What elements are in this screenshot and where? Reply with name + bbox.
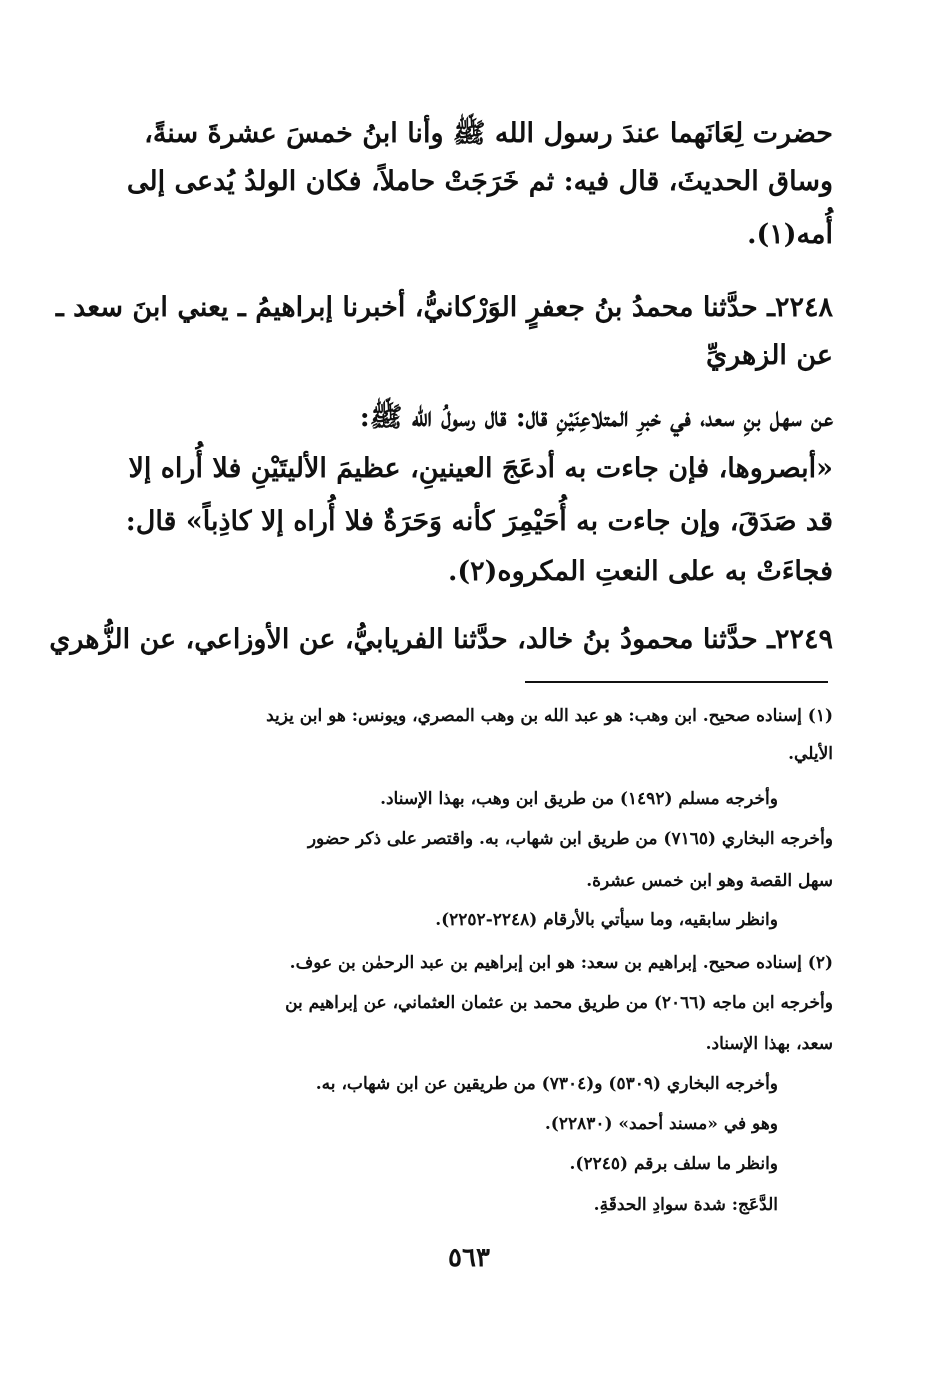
body-line: حضرت لِعَانَهما عندَ رسول الله ﷺ وأنا ابنُ خمسَ عشرةَ سنةً، [144,118,833,149]
body-line: فجاءَتْ به على النعتِ المكروه(٢). [447,556,833,587]
page-number: ٥٦٣ [448,1243,490,1273]
footnote-line: سعد، بهذا الإسناد. [705,1034,833,1054]
hadith-heading-2248-cont: عن الزهريِّ [706,340,833,371]
footnote-line: وانظر ما سلف برقم (٢٢٤٥). [569,1154,778,1174]
footnote-line: الدَّعَج: شدة سوادِ الحدقَةِ. [593,1195,778,1215]
footnote-line: سهل القصة وهو ابن خمس عشرة. [586,871,833,891]
footnote-line: وأخرجه ابن ماجه (٢٠٦٦) من طريق محمد بن عثمان العثماني، عن إبراهيم بن [285,993,833,1013]
body-line: وساق الحديثَ، قال فيه: ثم خَرَجَتْ حاملاً، فكان الولدُ يُدعى إلى [126,166,833,197]
body-line: أُمه(١). [747,219,833,250]
footnote-divider [525,681,828,683]
footnote-line: (٢) إسناده صحيح. إبراهيم بن سعد: هو ابن إبراهيم بن عبد الرحمٰن بن عوف. [289,953,833,973]
hadith-heading-2248: ٢٢٤٨ـ حدَّثنا محمدُ بنُ جعفرٍ الوَرْكانيُّ، أخبرنا إبراهيمُ ـ يعني ابنَ سعد ـ [55,292,833,323]
hadith-heading-2249: ٢٢٤٩ـ حدَّثنا محمودُ بنُ خالد، حدَّثنا الفريابيُّ، عن الأوزاعي، عن الزُّهري [49,624,833,655]
footnote-line: الأيلي. [788,744,833,764]
body-line: «أبصروها، فإن جاءت به أدعَجَ العينينِ، عظيمَ الأليتَيْنِ فلا أُراه إلا [128,453,833,484]
footnote-line: (١) إسناده صحيح. ابن وهب: هو عبد الله بن وهب المصري، ويونس: هو ابن يزيد [266,706,833,726]
footnote-line: وأخرجه مسلم (١٤٩٢) من طريق ابن وهب، بهذا الإسناد. [380,789,778,809]
footnote-line: وأخرجه البخاري (٥٣٠٩) و(٧٣٠٤) من طريقين عن ابن شهاب، به. [315,1074,778,1094]
body-line: قد صَدَقَ، وإن جاءت به أُحَيْمِرَ كأنه وَحَرَةٌ فلا أُراه إلا كاذِباً» قال: [125,506,833,537]
footnote-line: وهو في «مسند أحمد» (٢٢٨٣٠). [544,1114,778,1134]
footnote-line: وانظر سابقيه، وما سيأتي بالأرقام (٢٢٤٨-٢٢٥٢). [435,910,778,930]
body-line: عن سهل بنِ سعد، في خبرِ المتلاعِنَيْنِ قال: قال رسولُ الله ﷺ: [359,402,833,433]
footnote-line: وأخرجه البخاري (٧١٦٥) من طريق ابن شهاب، به. واقتصر على ذكر حضور [307,829,833,849]
